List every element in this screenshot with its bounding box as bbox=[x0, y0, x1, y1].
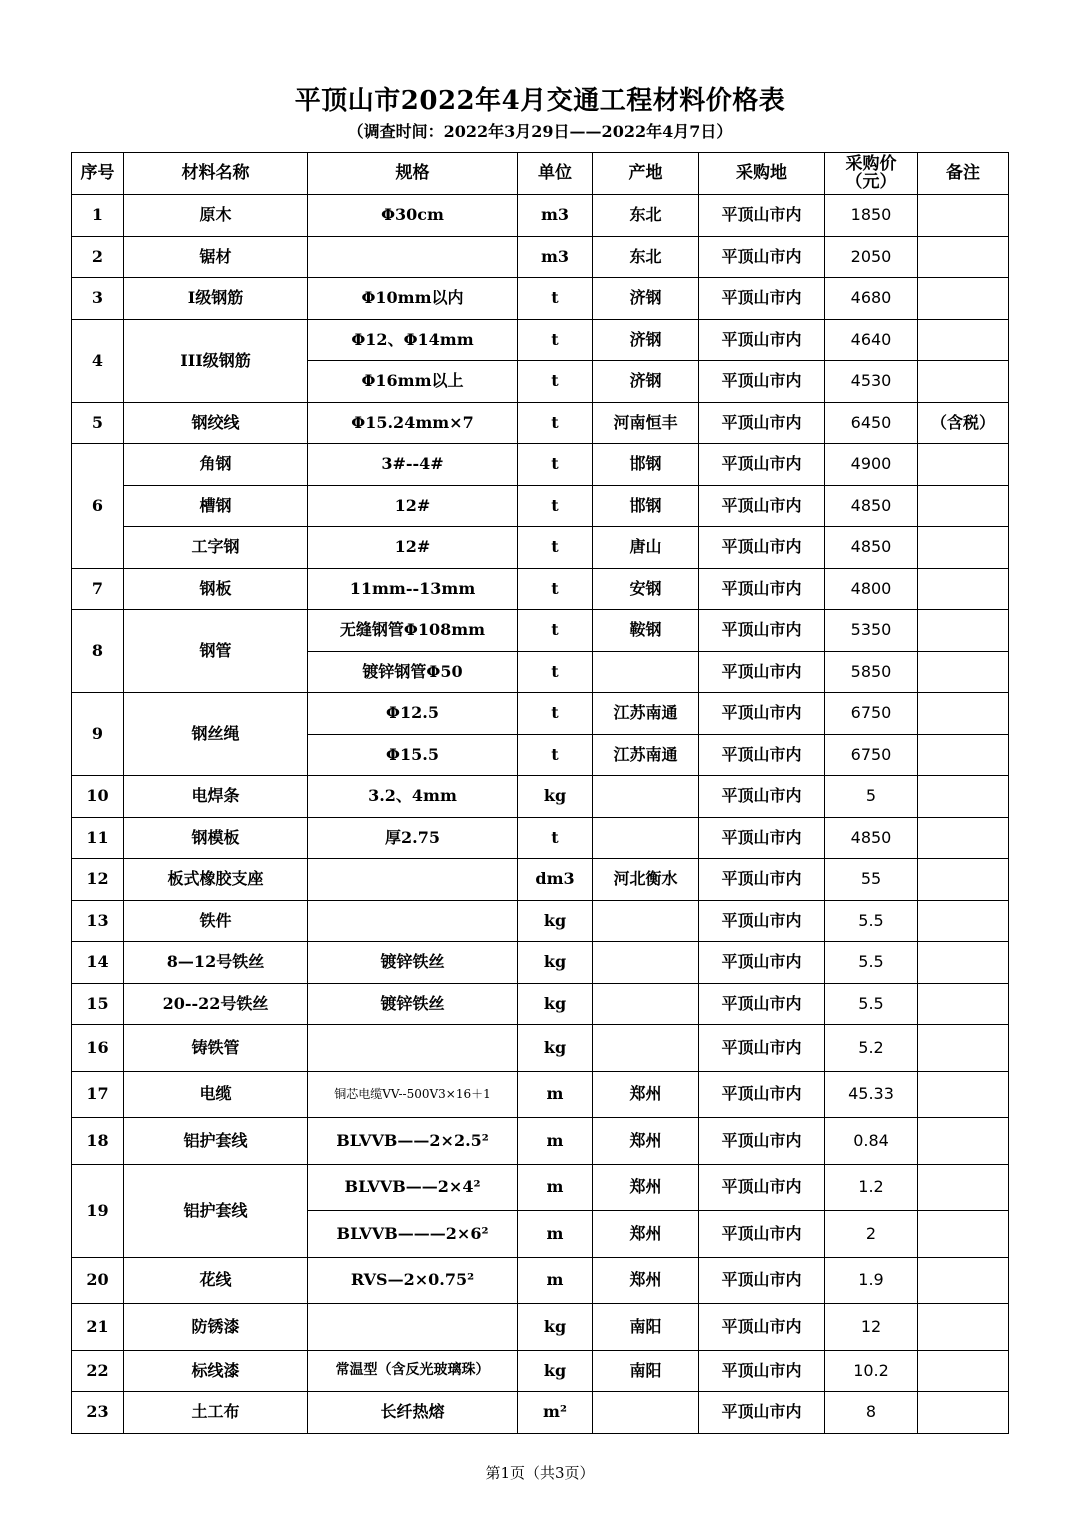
cell-note bbox=[918, 361, 1009, 403]
cell-price: 1.9 bbox=[825, 1257, 918, 1304]
cell-price: 5.2 bbox=[825, 1025, 918, 1072]
cell-unit: t bbox=[518, 651, 593, 693]
cell-note: （含税） bbox=[918, 402, 1009, 444]
cell-place: 平顶山市内 bbox=[699, 1350, 825, 1392]
cell-name: 铝护套线 bbox=[124, 1118, 308, 1165]
cell-origin: 南阳 bbox=[593, 1350, 699, 1392]
cell-seq: 6 bbox=[72, 444, 124, 569]
header-row bbox=[72, 153, 1009, 195]
table-row bbox=[72, 1164, 1009, 1211]
cell-origin bbox=[593, 942, 699, 984]
cell-place: 平顶山市内 bbox=[699, 236, 825, 278]
cell-note bbox=[918, 776, 1009, 818]
cell-place: 平顶山市内 bbox=[699, 1257, 825, 1304]
cell-seq: 21 bbox=[72, 1304, 124, 1351]
cell-spec bbox=[308, 900, 518, 942]
cell-name: 工字钢 bbox=[124, 527, 308, 569]
cell-spec: BLVVB———2×6² bbox=[308, 1211, 518, 1258]
cell-price: 55 bbox=[825, 859, 918, 901]
cell-seq: 10 bbox=[72, 776, 124, 818]
header-name: 材料名称 bbox=[124, 153, 308, 195]
cell-price: 2 bbox=[825, 1211, 918, 1258]
table-row bbox=[72, 236, 1009, 278]
cell-name: 防锈漆 bbox=[124, 1304, 308, 1351]
cell-note bbox=[918, 900, 1009, 942]
cell-price: 5.5 bbox=[825, 983, 918, 1025]
cell-note bbox=[918, 859, 1009, 901]
cell-name: 钢板 bbox=[124, 568, 308, 610]
cell-seq: 15 bbox=[72, 983, 124, 1025]
cell-spec bbox=[308, 236, 518, 278]
cell-seq: 8 bbox=[72, 610, 124, 693]
cell-note bbox=[918, 817, 1009, 859]
header-spec: 规格 bbox=[308, 153, 518, 195]
cell-unit: t bbox=[518, 817, 593, 859]
survey-period: （调查时间：2022年3月29日——2022年4月7日） bbox=[347, 122, 733, 141]
cell-origin: 郑州 bbox=[593, 1071, 699, 1118]
cell-name: 原木 bbox=[124, 195, 308, 237]
table-row bbox=[72, 1257, 1009, 1304]
cell-seq: 3 bbox=[72, 278, 124, 320]
header-place: 采购地 bbox=[699, 153, 825, 195]
cell-spec bbox=[308, 1304, 518, 1351]
cell-unit: kg bbox=[518, 776, 593, 818]
cell-unit: t bbox=[518, 444, 593, 486]
cell-spec bbox=[308, 1025, 518, 1072]
cell-name: 钢管 bbox=[124, 610, 308, 693]
cell-unit: m bbox=[518, 1071, 593, 1118]
cell-place: 平顶山市内 bbox=[699, 1025, 825, 1072]
cell-place: 平顶山市内 bbox=[699, 319, 825, 361]
cell-price: 5850 bbox=[825, 651, 918, 693]
table-row bbox=[72, 1392, 1009, 1434]
table-row bbox=[72, 693, 1009, 735]
price-table bbox=[71, 152, 1009, 1434]
table-row bbox=[72, 1025, 1009, 1072]
cell-origin: 江苏南通 bbox=[593, 693, 699, 735]
cell-unit: kg bbox=[518, 1025, 593, 1072]
cell-origin: 郑州 bbox=[593, 1164, 699, 1211]
cell-origin: 南阳 bbox=[593, 1304, 699, 1351]
cell-place: 平顶山市内 bbox=[699, 278, 825, 320]
table-row bbox=[72, 278, 1009, 320]
cell-unit: t bbox=[518, 361, 593, 403]
table-row bbox=[72, 983, 1009, 1025]
cell-price: 5 bbox=[825, 776, 918, 818]
cell-spec: BLVVB——2×2.5² bbox=[308, 1118, 518, 1165]
cell-origin: 鞍钢 bbox=[593, 610, 699, 652]
cell-place: 平顶山市内 bbox=[699, 195, 825, 237]
cell-unit: t bbox=[518, 278, 593, 320]
cell-note bbox=[918, 942, 1009, 984]
cell-spec bbox=[308, 859, 518, 901]
cell-unit: kg bbox=[518, 1350, 593, 1392]
cell-note bbox=[918, 485, 1009, 527]
cell-name: 标线漆 bbox=[124, 1350, 308, 1392]
cell-note bbox=[918, 1257, 1009, 1304]
cell-place: 平顶山市内 bbox=[699, 693, 825, 735]
cell-unit: t bbox=[518, 319, 593, 361]
cell-seq: 9 bbox=[72, 693, 124, 776]
table-row bbox=[72, 942, 1009, 984]
cell-name: 锯材 bbox=[124, 236, 308, 278]
cell-price: 4850 bbox=[825, 485, 918, 527]
cell-note bbox=[918, 1392, 1009, 1434]
cell-origin bbox=[593, 983, 699, 1025]
cell-origin: 东北 bbox=[593, 195, 699, 237]
cell-spec: RVS—2×0.75² bbox=[308, 1257, 518, 1304]
cell-note bbox=[918, 651, 1009, 693]
cell-note bbox=[918, 236, 1009, 278]
cell-seq: 7 bbox=[72, 568, 124, 610]
cell-seq: 20 bbox=[72, 1257, 124, 1304]
cell-seq: 2 bbox=[72, 236, 124, 278]
cell-price: 4680 bbox=[825, 278, 918, 320]
cell-price: 4800 bbox=[825, 568, 918, 610]
cell-price: 1.2 bbox=[825, 1164, 918, 1211]
cell-note bbox=[918, 195, 1009, 237]
cell-name: 8—12号铁丝 bbox=[124, 942, 308, 984]
cell-unit: m3 bbox=[518, 236, 593, 278]
cell-unit: m bbox=[518, 1211, 593, 1258]
cell-seq: 18 bbox=[72, 1118, 124, 1165]
cell-unit: t bbox=[518, 610, 593, 652]
cell-seq: 22 bbox=[72, 1350, 124, 1392]
cell-unit: t bbox=[518, 693, 593, 735]
cell-place: 平顶山市内 bbox=[699, 817, 825, 859]
cell-price: 4850 bbox=[825, 817, 918, 859]
table-row bbox=[72, 195, 1009, 237]
cell-price: 0.84 bbox=[825, 1118, 918, 1165]
cell-note bbox=[918, 319, 1009, 361]
cell-price: 5.5 bbox=[825, 942, 918, 984]
cell-unit: dm3 bbox=[518, 859, 593, 901]
cell-origin bbox=[593, 817, 699, 859]
table-row bbox=[72, 1350, 1009, 1392]
cell-spec: Φ12.5 bbox=[308, 693, 518, 735]
cell-seq: 1 bbox=[72, 195, 124, 237]
cell-place: 平顶山市内 bbox=[699, 1392, 825, 1434]
cell-name: 20--22号铁丝 bbox=[124, 983, 308, 1025]
cell-price: 12 bbox=[825, 1304, 918, 1351]
table-row bbox=[72, 817, 1009, 859]
cell-origin: 郑州 bbox=[593, 1211, 699, 1258]
cell-price: 6450 bbox=[825, 402, 918, 444]
table-row bbox=[72, 527, 1009, 569]
cell-name: Ⅰ级钢筋 bbox=[124, 278, 308, 320]
cell-unit: t bbox=[518, 527, 593, 569]
cell-origin bbox=[593, 651, 699, 693]
cell-price: 5.5 bbox=[825, 900, 918, 942]
cell-spec: Φ15.5 bbox=[308, 734, 518, 776]
cell-unit: t bbox=[518, 568, 593, 610]
cell-spec: Φ16mm以上 bbox=[308, 361, 518, 403]
cell-note bbox=[918, 1071, 1009, 1118]
cell-seq: 17 bbox=[72, 1071, 124, 1118]
page-number: 第1页（共3页） bbox=[485, 1464, 595, 1482]
cell-unit: m bbox=[518, 1118, 593, 1165]
cell-place: 平顶山市内 bbox=[699, 734, 825, 776]
cell-origin: 江苏南通 bbox=[593, 734, 699, 776]
cell-name: 槽钢 bbox=[124, 485, 308, 527]
cell-place: 平顶山市内 bbox=[699, 568, 825, 610]
cell-note bbox=[918, 1350, 1009, 1392]
cell-place: 平顶山市内 bbox=[699, 900, 825, 942]
cell-spec: 12# bbox=[308, 527, 518, 569]
cell-note bbox=[918, 1118, 1009, 1165]
cell-spec: Φ15.24mm×7 bbox=[308, 402, 518, 444]
table-row bbox=[72, 1304, 1009, 1351]
cell-note bbox=[918, 568, 1009, 610]
cell-place: 平顶山市内 bbox=[699, 361, 825, 403]
cell-place: 平顶山市内 bbox=[699, 485, 825, 527]
cell-unit: t bbox=[518, 734, 593, 776]
cell-price: 1850 bbox=[825, 195, 918, 237]
cell-origin: 安钢 bbox=[593, 568, 699, 610]
cell-seq: 13 bbox=[72, 900, 124, 942]
header-origin: 产地 bbox=[593, 153, 699, 195]
table-row bbox=[72, 900, 1009, 942]
cell-origin: 济钢 bbox=[593, 361, 699, 403]
cell-origin: 河北衡水 bbox=[593, 859, 699, 901]
cell-origin: 济钢 bbox=[593, 278, 699, 320]
cell-spec: Φ12、Φ14mm bbox=[308, 319, 518, 361]
cell-unit: m bbox=[518, 1257, 593, 1304]
cell-name: 电缆 bbox=[124, 1071, 308, 1118]
cell-name: 铸铁管 bbox=[124, 1025, 308, 1072]
cell-spec: 镀锌钢管Φ50 bbox=[308, 651, 518, 693]
cell-place: 平顶山市内 bbox=[699, 859, 825, 901]
cell-place: 平顶山市内 bbox=[699, 402, 825, 444]
cell-note bbox=[918, 527, 1009, 569]
cell-spec: 3#--4# bbox=[308, 444, 518, 486]
cell-spec: BLVVB——2×4² bbox=[308, 1164, 518, 1211]
cell-name: 钢模板 bbox=[124, 817, 308, 859]
cell-spec: Φ30cm bbox=[308, 195, 518, 237]
cell-seq: 11 bbox=[72, 817, 124, 859]
cell-seq: 16 bbox=[72, 1025, 124, 1072]
table-row bbox=[72, 319, 1009, 361]
header-seq: 序号 bbox=[72, 153, 124, 195]
cell-note bbox=[918, 444, 1009, 486]
cell-note bbox=[918, 1211, 1009, 1258]
cell-unit: m² bbox=[518, 1392, 593, 1434]
cell-origin: 邯钢 bbox=[593, 485, 699, 527]
cell-note bbox=[918, 1025, 1009, 1072]
cell-spec: 镀锌铁丝 bbox=[308, 983, 518, 1025]
cell-seq: 14 bbox=[72, 942, 124, 984]
table-row bbox=[72, 444, 1009, 486]
cell-place: 平顶山市内 bbox=[699, 527, 825, 569]
cell-price: 4900 bbox=[825, 444, 918, 486]
cell-seq: 4 bbox=[72, 319, 124, 402]
cell-seq: 5 bbox=[72, 402, 124, 444]
cell-seq: 12 bbox=[72, 859, 124, 901]
cell-name: 花线 bbox=[124, 1257, 308, 1304]
cell-place: 平顶山市内 bbox=[699, 1164, 825, 1211]
cell-spec: 12# bbox=[308, 485, 518, 527]
cell-spec: 长纤热熔 bbox=[308, 1392, 518, 1434]
cell-origin bbox=[593, 776, 699, 818]
cell-spec: 无缝钢管Φ108mm bbox=[308, 610, 518, 652]
table-row bbox=[72, 776, 1009, 818]
cell-unit: m3 bbox=[518, 195, 593, 237]
cell-place: 平顶山市内 bbox=[699, 1071, 825, 1118]
cell-spec: 铜芯电缆VV--500V3×16＋1 bbox=[308, 1071, 518, 1118]
cell-spec: Φ10mm以内 bbox=[308, 278, 518, 320]
cell-seq: 19 bbox=[72, 1164, 124, 1257]
cell-place: 平顶山市内 bbox=[699, 776, 825, 818]
cell-price: 4850 bbox=[825, 527, 918, 569]
cell-place: 平顶山市内 bbox=[699, 983, 825, 1025]
header-note: 备注 bbox=[918, 153, 1009, 195]
cell-spec: 3.2、4mm bbox=[308, 776, 518, 818]
table-row bbox=[72, 1118, 1009, 1165]
table-row bbox=[72, 568, 1009, 610]
cell-name: 电焊条 bbox=[124, 776, 308, 818]
cell-spec: 镀锌铁丝 bbox=[308, 942, 518, 984]
cell-unit: t bbox=[518, 402, 593, 444]
cell-place: 平顶山市内 bbox=[699, 444, 825, 486]
cell-origin: 郑州 bbox=[593, 1118, 699, 1165]
cell-price: 6750 bbox=[825, 734, 918, 776]
cell-name: 角钢 bbox=[124, 444, 308, 486]
cell-origin: 唐山 bbox=[593, 527, 699, 569]
cell-name: III级钢筋 bbox=[124, 319, 308, 402]
table-row bbox=[72, 402, 1009, 444]
cell-origin: 邯钢 bbox=[593, 444, 699, 486]
cell-price: 45.33 bbox=[825, 1071, 918, 1118]
cell-unit: kg bbox=[518, 983, 593, 1025]
cell-place: 平顶山市内 bbox=[699, 651, 825, 693]
cell-note bbox=[918, 693, 1009, 735]
cell-name: 土工布 bbox=[124, 1392, 308, 1434]
table-row bbox=[72, 610, 1009, 652]
cell-note bbox=[918, 610, 1009, 652]
header-price: 采购价（元） bbox=[825, 153, 918, 195]
cell-note bbox=[918, 1304, 1009, 1351]
cell-price: 5350 bbox=[825, 610, 918, 652]
cell-unit: kg bbox=[518, 942, 593, 984]
cell-name: 钢绞线 bbox=[124, 402, 308, 444]
table-row bbox=[72, 859, 1009, 901]
cell-origin: 郑州 bbox=[593, 1257, 699, 1304]
cell-price: 6750 bbox=[825, 693, 918, 735]
cell-name: 板式橡胶支座 bbox=[124, 859, 308, 901]
cell-origin bbox=[593, 900, 699, 942]
cell-origin bbox=[593, 1392, 699, 1434]
cell-place: 平顶山市内 bbox=[699, 1211, 825, 1258]
cell-seq: 23 bbox=[72, 1392, 124, 1434]
page-title: 平顶山市2022年4月交通工程材料价格表 bbox=[294, 86, 786, 116]
cell-price: 10.2 bbox=[825, 1350, 918, 1392]
cell-unit: kg bbox=[518, 1304, 593, 1351]
table-row bbox=[72, 1071, 1009, 1118]
cell-place: 平顶山市内 bbox=[699, 942, 825, 984]
cell-name: 铁件 bbox=[124, 900, 308, 942]
cell-origin: 济钢 bbox=[593, 319, 699, 361]
cell-spec: 厚2.75 bbox=[308, 817, 518, 859]
cell-note bbox=[918, 278, 1009, 320]
cell-name: 铝护套线 bbox=[124, 1164, 308, 1257]
cell-unit: t bbox=[518, 485, 593, 527]
header-unit: 单位 bbox=[518, 153, 593, 195]
cell-note bbox=[918, 734, 1009, 776]
cell-unit: m bbox=[518, 1164, 593, 1211]
cell-origin: 东北 bbox=[593, 236, 699, 278]
cell-price: 4530 bbox=[825, 361, 918, 403]
cell-price: 4640 bbox=[825, 319, 918, 361]
cell-place: 平顶山市内 bbox=[699, 610, 825, 652]
cell-name: 钢丝绳 bbox=[124, 693, 308, 776]
table-row bbox=[72, 485, 1009, 527]
cell-place: 平顶山市内 bbox=[699, 1118, 825, 1165]
cell-origin bbox=[593, 1025, 699, 1072]
cell-spec: 11mm--13mm bbox=[308, 568, 518, 610]
cell-unit: kg bbox=[518, 900, 593, 942]
cell-price: 2050 bbox=[825, 236, 918, 278]
cell-spec: 常温型（含反光玻璃珠） bbox=[308, 1350, 518, 1392]
cell-price: 8 bbox=[825, 1392, 918, 1434]
cell-place: 平顶山市内 bbox=[699, 1304, 825, 1351]
cell-origin: 河南恒丰 bbox=[593, 402, 699, 444]
cell-note bbox=[918, 1164, 1009, 1211]
cell-note bbox=[918, 983, 1009, 1025]
